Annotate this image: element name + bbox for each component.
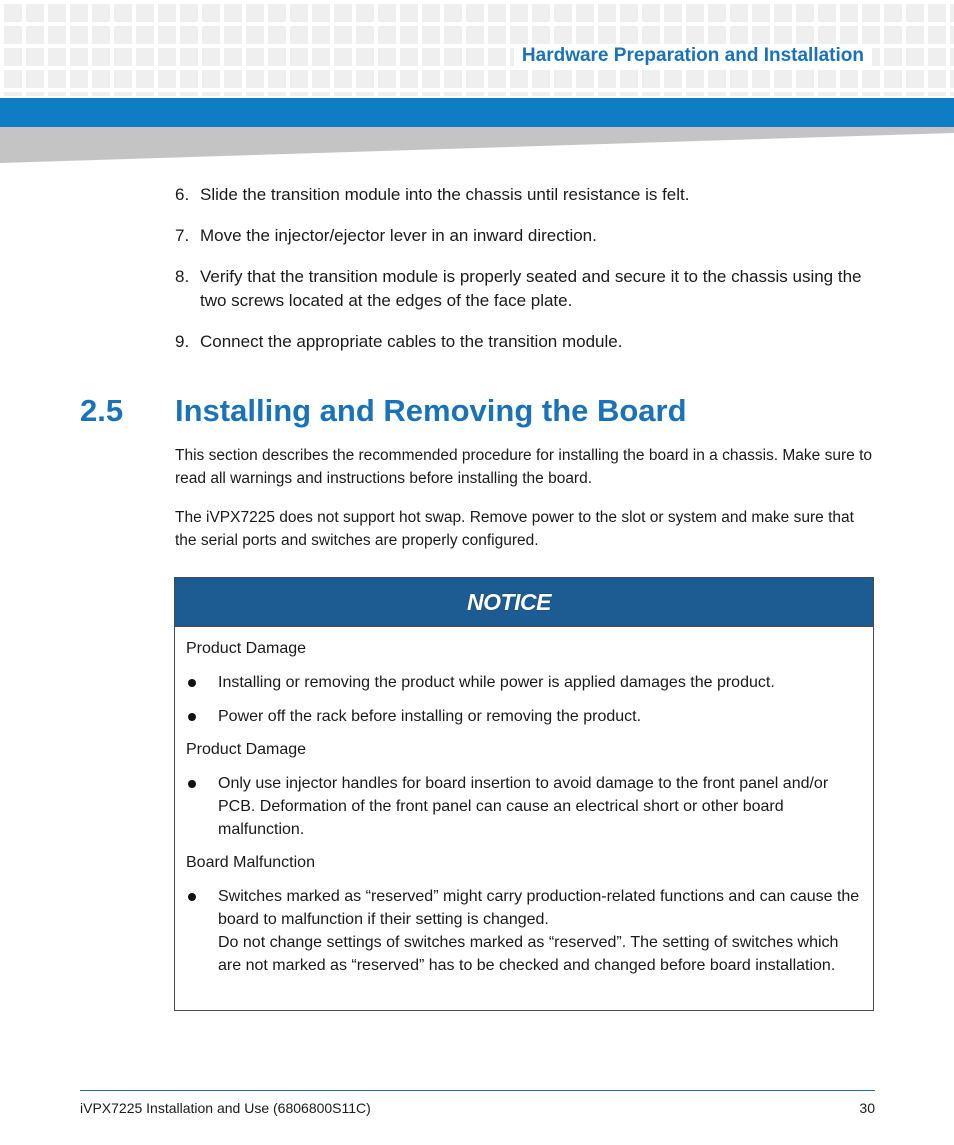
- step-item: [175, 183, 875, 207]
- step-item: [175, 330, 875, 354]
- bullet-icon: [188, 893, 196, 901]
- footer-doc-title: iVPX7225 Installation and Use (6806800S11C): [80, 1100, 371, 1116]
- notice-item: [186, 772, 863, 841]
- notice-box: [174, 577, 874, 1011]
- header-band: [0, 98, 954, 127]
- chapter-title: Hardware Preparation and Installation: [514, 44, 872, 68]
- step-number: 9.: [175, 332, 190, 351]
- notice-group-title: Product Damage: [186, 640, 307, 657]
- section-paragraph: The iVPX7225 does not support hot swap. Remove power to the slot or system and make sure that the serial ports and switches are properly configured.: [175, 509, 854, 549]
- step-text: Verify that the transition module is properly seated and secure it to the chassis using the two screws located at the edges of the face plate.: [200, 267, 862, 310]
- bullet-icon: [188, 780, 196, 788]
- bullet-icon: [188, 713, 196, 721]
- notice-item-text: Power off the rack before installing or removing the product.: [218, 708, 642, 725]
- step-number: 7.: [175, 226, 190, 245]
- notice-group-title: Board Malfunction: [186, 854, 315, 871]
- step-text: Move the injector/ejector lever in an inward direction.: [200, 226, 597, 245]
- step-text: Slide the transition module into the chassis until resistance is felt.: [200, 185, 690, 204]
- notice-group-title: Product Damage: [186, 741, 307, 758]
- section-number: 2.5: [80, 393, 124, 428]
- step-number: 8.: [175, 267, 190, 286]
- notice-header: [175, 578, 873, 627]
- step-list: [175, 183, 875, 371]
- section-title: Installing and Removing the Board: [175, 393, 687, 428]
- bullet-icon: [188, 679, 196, 687]
- step-number: 6.: [175, 185, 190, 204]
- notice-item: [186, 671, 863, 694]
- page-number: 30: [859, 1100, 875, 1116]
- notice-body: [175, 627, 873, 977]
- notice-item-text: Switches marked as “reserved” might carry production-related functions and can cause the board to malfunction if their setting is changed. Do not change settings of switches marked as “reserved”. The setting of switches which are not marked as “reserved” has to be checked and changed before board installation.: [218, 888, 860, 974]
- step-item: [175, 224, 875, 248]
- footer-rule: [80, 1090, 875, 1091]
- step-item: [175, 265, 875, 313]
- step-text: Connect the appropriate cables to the transition module.: [200, 332, 623, 351]
- header-swoosh: [0, 127, 954, 167]
- notice-item-text: Installing or removing the product while power is applied damages the product.: [218, 674, 775, 691]
- notice-item: [186, 705, 863, 728]
- notice-item-text: Only use injector handles for board insertion to avoid damage to the front panel and/or PCB. Deformation of the front panel can cause an electrical short or other board malfunction.: [218, 775, 829, 838]
- notice-label: NOTICE: [467, 588, 551, 615]
- notice-item: [186, 885, 863, 977]
- section-paragraph: This section describes the recommended procedure for installing the board in a chassis. Make sure to read all warnings and instructions before installing the board.: [175, 447, 872, 487]
